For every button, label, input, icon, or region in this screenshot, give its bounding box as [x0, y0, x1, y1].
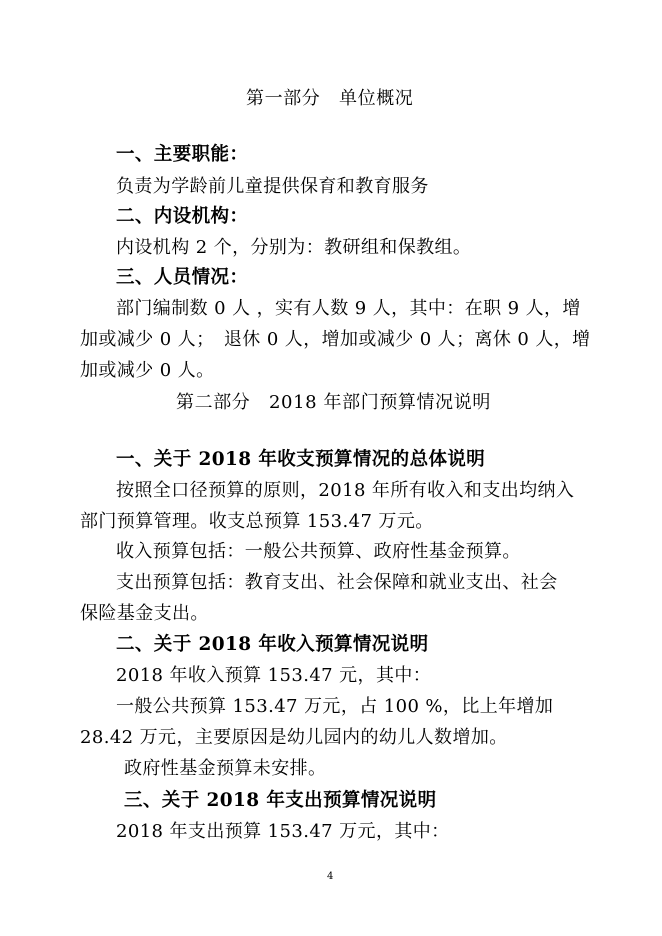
part2-section1-text-line-4: 支出预算包括：教育支出、社会保障和就业支出、社会: [116, 572, 558, 593]
section2-text: 内设机构 2 个，分别为：教研组和保教组。: [116, 237, 472, 258]
part1-title: 第一部分 单位概况: [246, 88, 414, 109]
section3-text-line-3: 加或减少 0 人。: [80, 360, 215, 381]
section2-heading: 二、内设机构：: [116, 206, 249, 227]
page-number: 4: [327, 871, 334, 882]
section1-text: 负责为学龄前儿童提供保育和教育服务: [116, 176, 429, 197]
part2-section3-heading: 三、关于 2018 年支出预算情况说明: [124, 790, 437, 811]
section3-heading: 三、人员情况：: [116, 267, 249, 288]
part2-section1-heading: 一、关于 2018 年收支预算情况的总体说明: [116, 449, 486, 470]
part2-section3-text-line-1: 2018 年支出预算 153.47 万元，其中：: [116, 821, 450, 842]
section3-text-line-1: 部门编制数 0 人 ，实有人数 9 人，其中：在职 9 人，增: [116, 298, 581, 319]
part2-section2-text-line-1: 2018 年收入预算 153.47 元，其中：: [116, 665, 432, 686]
part2-section1-text-line-3: 收入预算包括：一般公共预算、政府性基金预算。: [116, 541, 521, 562]
section1-heading: 一、主要职能：: [116, 144, 249, 165]
part2-section2-text-line-2: 一般公共预算 153.47 万元，占 100 %，比上年增加: [116, 696, 554, 717]
part2-section2-text-line-4: 政府性基金预算未安排。: [124, 758, 327, 779]
part2-title: 第二部分 2018 年部门预算情况说明: [176, 392, 491, 413]
part2-section1-text-line-2: 部门预算管理。收支总预算 153.47 万元。: [80, 511, 434, 532]
part2-section2-text-line-3: 28.42 万元，主要原因是幼儿园内的幼儿人数增加。: [80, 727, 508, 748]
part2-section2-heading: 二、关于 2018 年收入预算情况说明: [116, 634, 429, 655]
part2-section1-text-line-1: 按照全口径预算的原则，2018 年所有收入和支出均纳入: [116, 480, 575, 501]
section3-text-line-2: 加或减少 0 人； 退休 0 人，增加或减少 0 人；离休 0 人，增: [80, 329, 591, 350]
part2-section1-text-line-5: 保险基金支出。: [80, 603, 209, 624]
